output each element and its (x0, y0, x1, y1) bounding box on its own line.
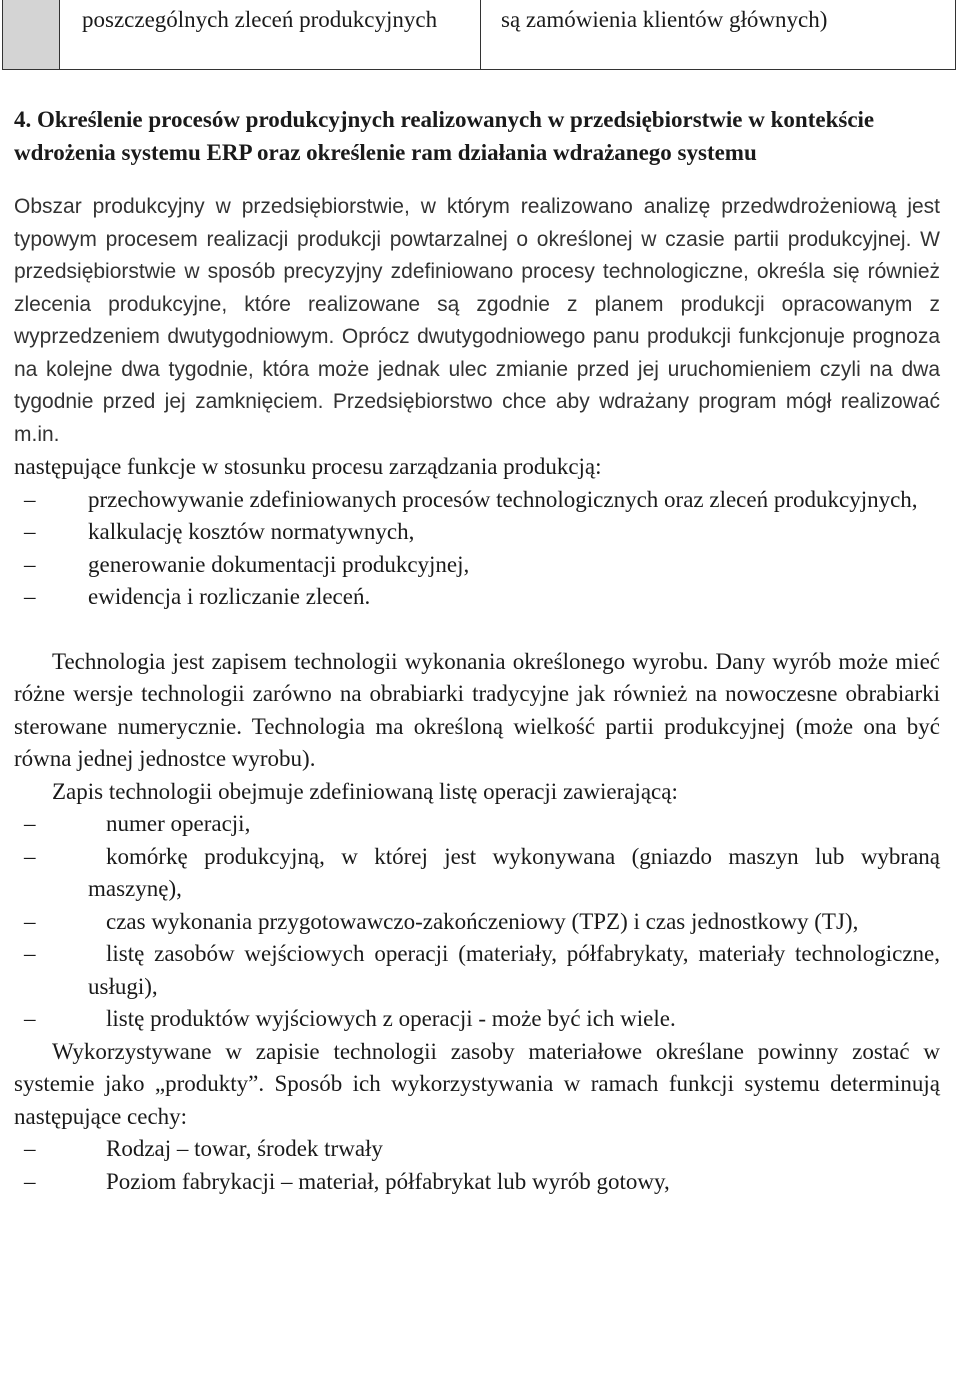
list-item-text: listę zasobów wejściowych operacji (materiały, półfabrykaty, materiały technologiczne, usługi), (88, 941, 940, 999)
dash-bullet: – (24, 941, 36, 966)
list-item (14, 484, 940, 517)
list-item-text: Rodzaj – towar, środek trwały (106, 1136, 383, 1161)
list-item (14, 808, 940, 841)
record-lead: Zapis technologii obejmuje zdefiniowaną listę operacji zawierającą: (52, 778, 678, 804)
list-item (14, 516, 940, 549)
intro-paragraph: Obszar produkcyjny w przedsiębiorstwie, w którym realizowano analizę przedwdrożeniową jest typowym procesem realizacji produkcji powtarzalnej o określonej w czasie partii produkcyjnej. W przedsiębiorstwie w sposób precyzyjny zdefiniowano procesy technologiczne, określa się również zlecenia produkcyjne, które realizowane są zgodnie z planem produkcji opracowanym z wyprzedzeniem dwutygodniowym. Oprócz dwutygodniowego panu produkcji funkcjonuje prognoza na kolejne dwa tygodnie, która może jednak ulec zmianie przed jej uruchomieniem czyli na dwa tygodnie przed jej zamknięciem. Przedsiębiorstwo chce aby wdrażany program mógł realizować m.in. (14, 195, 940, 446)
list-item-text: listę produktów wyjściowych z operacji - może być ich wiele. (106, 1006, 676, 1031)
dash-bullet: – (24, 908, 36, 934)
top-table-fragment (2, 0, 956, 70)
table-cell-description: poszczególnych zleceń produkcyjnych (60, 0, 481, 70)
dash-bullet: – (24, 486, 36, 512)
table-cell-note: są zamówienia klientów głównych) (481, 0, 956, 70)
dash-bullet: – (24, 1168, 36, 1194)
dash-bullet: – (24, 1006, 36, 1031)
section-heading: 4. Określenie procesów produkcyjnych realizowanych w przedsiębiorstwie w kontekście wdrożenia systemu ERP oraz określenie ram działania wdrażanego systemu (14, 107, 875, 165)
features-list (14, 1133, 940, 1198)
list-item-text: Poziom fabrykacji – materiał, półfabrykat lub wyrób gotowy, (106, 1168, 670, 1194)
list-item (14, 1003, 940, 1036)
functions-lead: następujące funkcje w stosunku procesu zarządzania produkcją: (14, 454, 602, 479)
dash-bullet: – (24, 843, 36, 869)
table-row (3, 0, 956, 70)
dash-bullet: – (24, 1136, 36, 1161)
dash-bullet: – (24, 584, 36, 609)
list-item-text: przechowywanie zdefiniowanych procesów technologicznych oraz zleceń produkcyjnych, (88, 486, 918, 512)
dash-bullet: – (24, 519, 36, 544)
list-item (14, 1133, 940, 1166)
list-item-text: generowanie dokumentacji produkcyjnej, (88, 551, 470, 577)
list-item (14, 549, 940, 582)
list-item-text: kalkulację kosztów normatywnych, (88, 519, 415, 544)
list-item (14, 906, 940, 939)
list-item-text: komórkę produkcyjną, w której jest wykonywana (gniazdo maszyn lub wybraną maszynę), (88, 843, 940, 901)
record-items-list (14, 808, 940, 1036)
list-item (14, 938, 940, 1003)
dash-bullet: – (24, 811, 36, 836)
technology-paragraph: Technologia jest zapisem technologii wykonania określonego wyrobu. Dany wyrób może mieć różne wersje technologii zarówno na obrabiarki tradycyjne jak również na nowoczesne obrabiarki sterowane numerycznie. Technologia ma określoną wielkość partii produkcyjnej (może ona być równa jednej jednostce wyrobu). (14, 648, 940, 771)
resources-paragraph: Wykorzystywane w zapisie technologii zasoby materiałowe określane powinny zostać w systemie jako „produkty”. Sposób ich wykorzystywania w ramach funkcji systemu determinują następujące cechy: (14, 1038, 940, 1129)
list-item-text: ewidencja i rozliczanie zleceń. (88, 584, 371, 609)
list-item (14, 581, 940, 614)
paragraph-spacer (14, 614, 940, 646)
section-content (14, 103, 940, 1198)
list-item (14, 1166, 940, 1199)
shaded-cell (3, 0, 60, 70)
list-item-text: czas wykonania przygotowawczo-zakończeniowy (TPZ) i czas jednostkowy (TJ), (106, 908, 859, 934)
dash-bullet: – (24, 551, 36, 577)
list-item-text: numer operacji, (106, 811, 251, 836)
list-item (14, 841, 940, 906)
functions-list (14, 484, 940, 614)
